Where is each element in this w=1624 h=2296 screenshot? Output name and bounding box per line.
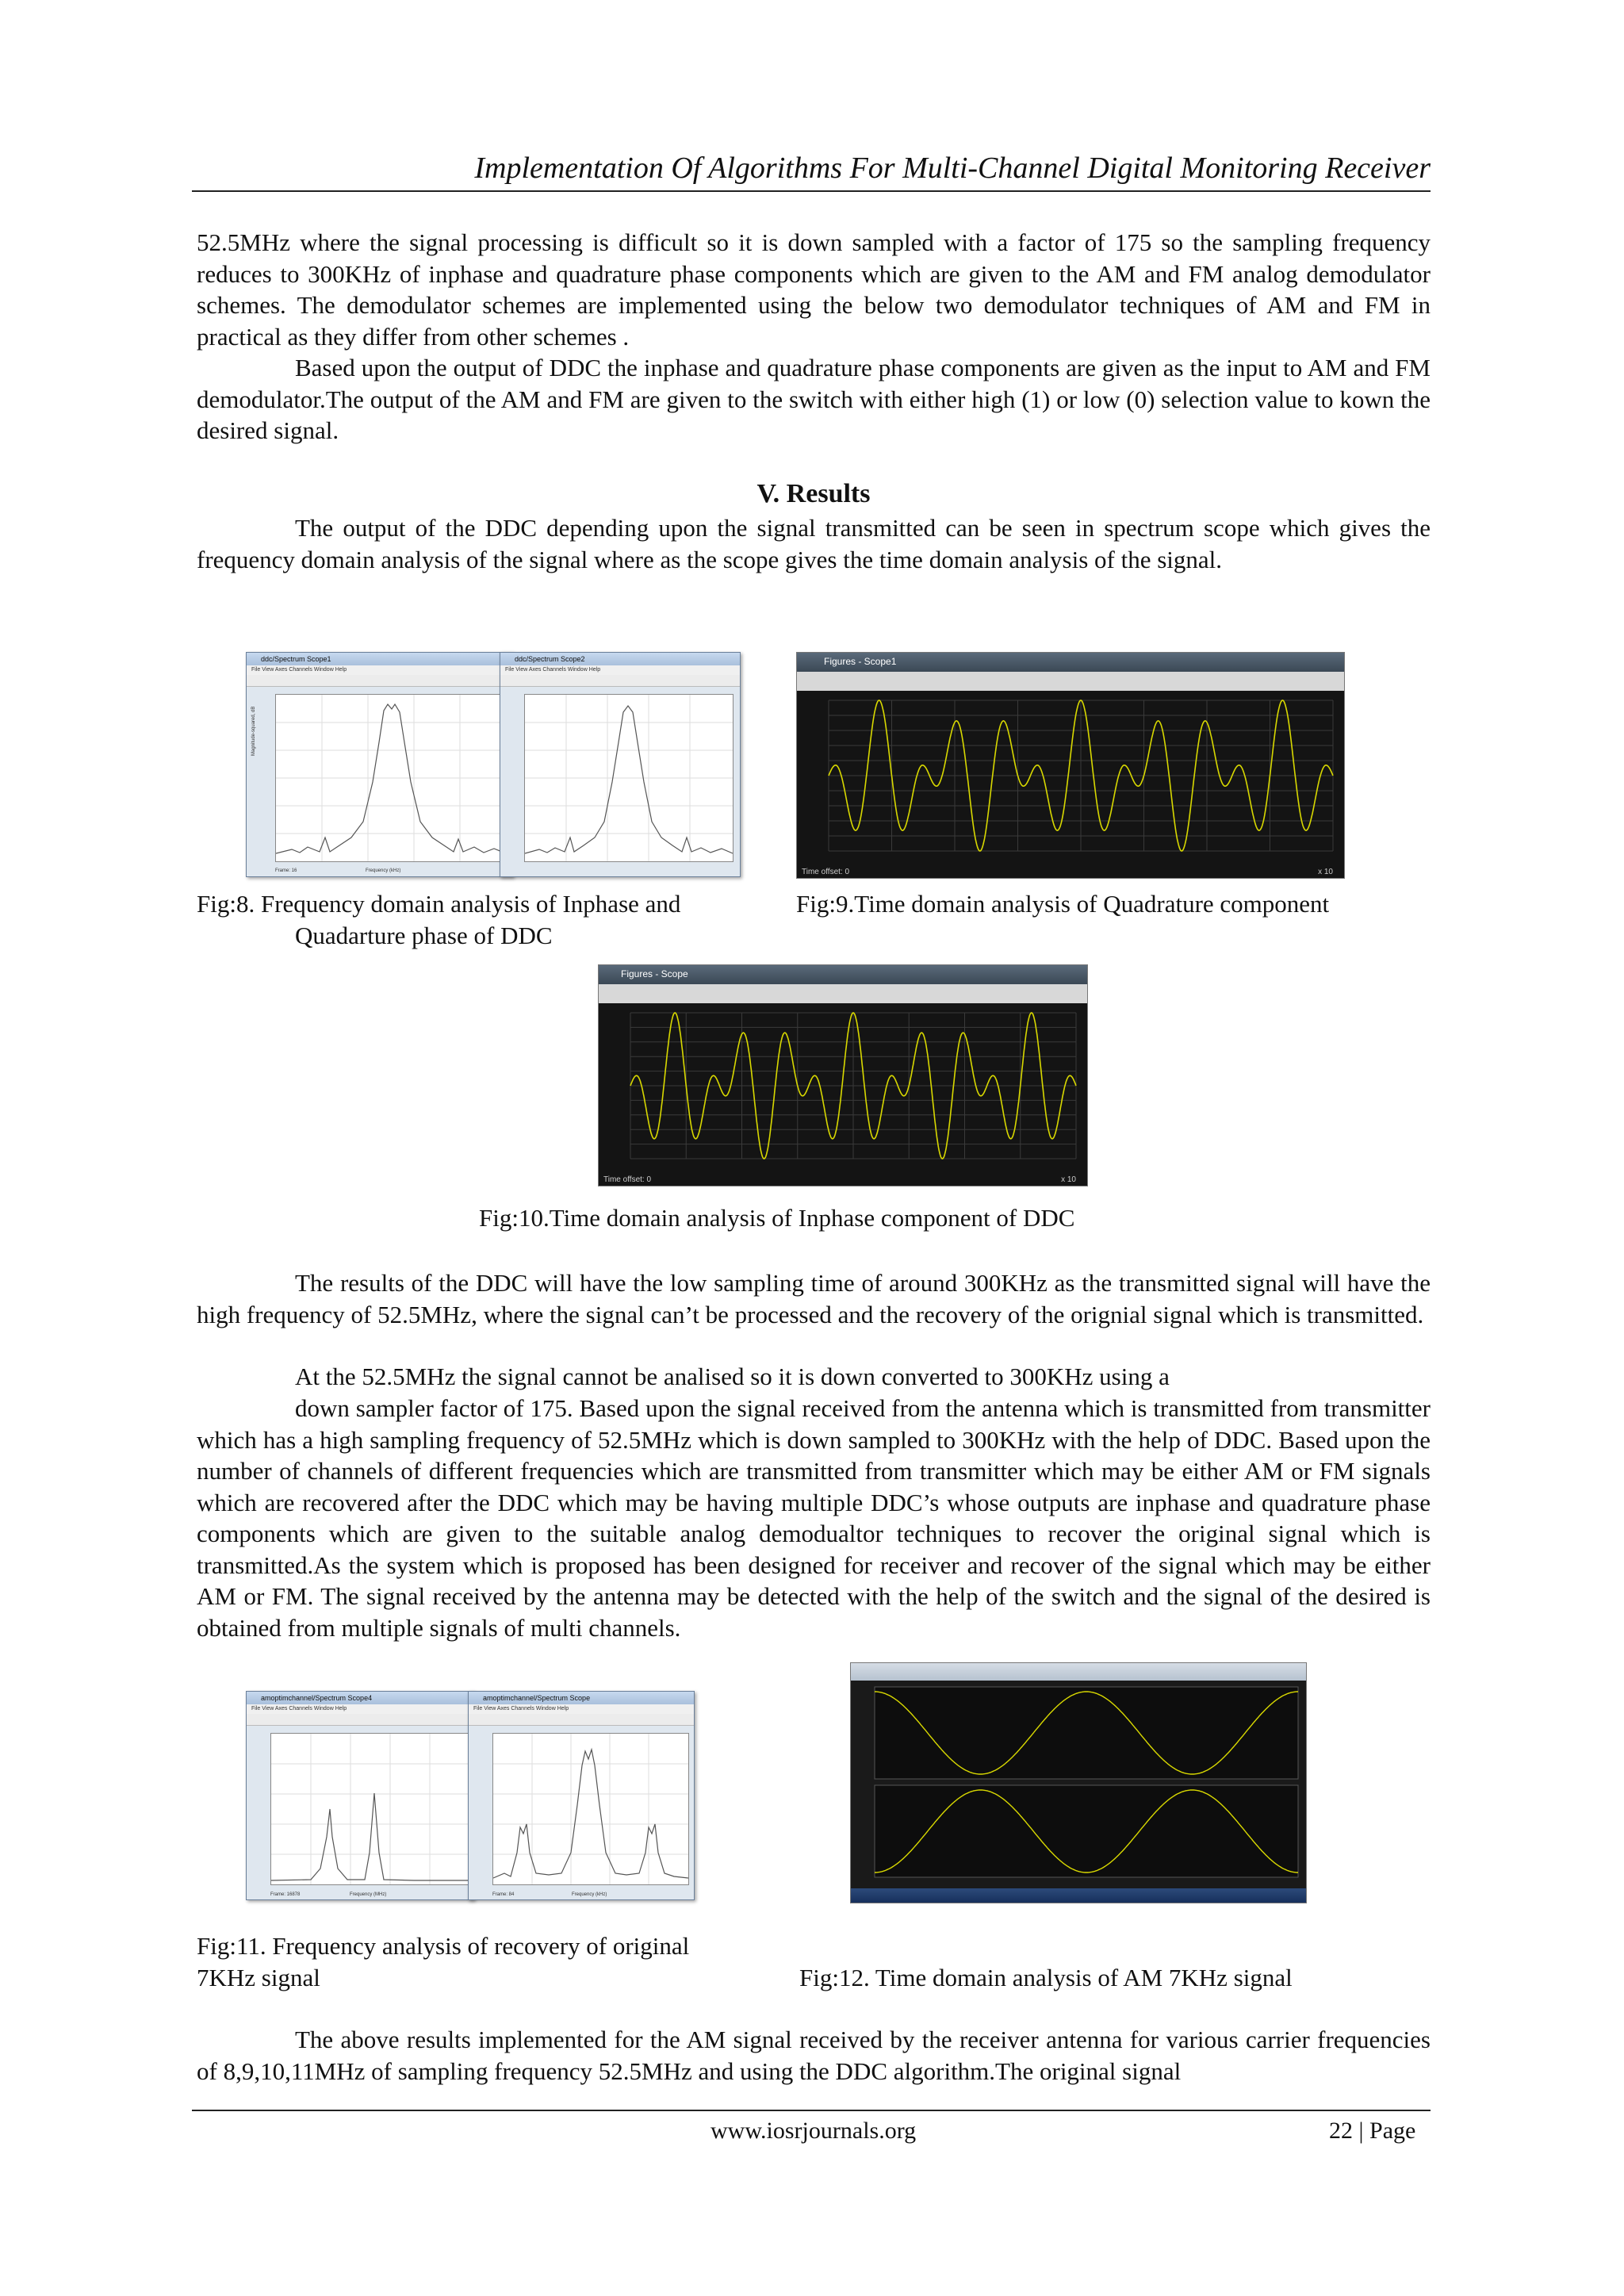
scope-panel — [875, 1687, 1298, 1779]
window-title-bar: amoptimchannel/Spectrum Scope — [469, 1692, 694, 1704]
section-heading-results: V. Results — [756, 479, 871, 508]
menu-bar: File View Axes Channels Window Help — [247, 665, 512, 675]
frame-label: Frame: 84 — [492, 1892, 515, 1897]
menu-bar: File View Axes Channels Window Help — [247, 1704, 473, 1714]
axis-exponent: x 10 — [1061, 1175, 1076, 1184]
fig9-caption: Fig:9.Time domain analysis of Quadrature component — [796, 890, 1330, 918]
intro-paragraph-1: 52.5MHz where the signal processing is difficult so it is down sampled with a factor of 175 so the sampling frequency reduces to 300KHz of inphase and quadrature phase components which are given to the AM and FM analog demodulator schemes. The demodulator schemes are implemented using the below two demodulator techniques of AM and FM in practical as they differ from other schemes . — [197, 228, 1431, 351]
toolbar — [247, 1714, 473, 1726]
window-title-bar: ddc/Spectrum Scope2 — [500, 653, 740, 665]
spectrum-scope-window-1 — [246, 652, 513, 877]
scope-toolbar — [797, 672, 1344, 691]
scope-title: Figures - Scope1 — [824, 656, 897, 667]
scope-toolbar — [851, 1663, 1306, 1681]
results-paragraph-2: The results of the DDC will have the low sampling time of around 300KHz as the transmitted signal will have the high frequency of 52.5MHz, where the signal can’t be processed and the recovery of the orignial signal which is transmitted. — [197, 1269, 1431, 1328]
spectrum-scope-window-2 — [500, 652, 741, 877]
toolbar — [247, 675, 512, 687]
menu-bar: File View Axes Channels Window Help — [469, 1704, 694, 1714]
results-paragraph-3a: At the 52.5MHz the signal cannot be analised so it is down converted to 300KHz using a — [295, 1363, 1170, 1390]
window-title-bar: ddc/Spectrum Scope1 — [247, 653, 512, 665]
fig11-caption-line1: Fig:11. Frequency analysis of recovery of original — [197, 1932, 690, 1960]
spectrum-curve-multichannel — [493, 1734, 688, 1884]
scope-window-am-7khz — [850, 1662, 1307, 1903]
spectrum-curve-recovered-7khz — [271, 1734, 468, 1884]
header-rule — [192, 190, 1431, 192]
scope-title-bar — [797, 653, 1344, 672]
spectrum-plot-area — [492, 1733, 689, 1885]
window-title-bar: amoptimchannel/Spectrum Scope4 — [247, 1692, 473, 1704]
fig11-caption-line2: 7KHz signal — [197, 1964, 320, 1991]
spectrum-plot-area — [524, 694, 733, 862]
spectrum-curve-inphase — [276, 695, 506, 861]
toolbar — [469, 1714, 694, 1726]
footer-website: www.iosrjournals.org — [710, 2118, 917, 2144]
axis-exponent: x 10 — [1318, 868, 1333, 876]
scope-window-inphase — [598, 964, 1088, 1186]
x-axis-label: Frequency (kHz) — [366, 868, 401, 873]
fig8-caption-line2: Quadarture phase of DDC — [295, 922, 553, 949]
spectrum-plot-area — [270, 1733, 469, 1885]
fig8-caption-line1: Fig:8. Frequency domain analysis of Inphase and — [197, 890, 681, 918]
footer-rule — [192, 2110, 1431, 2111]
scope-panel — [875, 1785, 1298, 1877]
intro-paragraph-2: Based upon the output of DDC the inphase and quadrature phase components are given as the input to AM and FM demodulator.The output of the AM and FM are given to the switch with either high (1) or low (0) selection value to kown the desired signal. — [197, 354, 1431, 444]
spectrum-plot-area — [275, 694, 507, 862]
fig10-caption: Fig:10.Time domain analysis of Inphase component of DDC — [479, 1204, 1075, 1232]
scope-trace-inphase — [599, 1006, 1087, 1176]
time-offset-label: Time offset: 0 — [802, 868, 850, 876]
frame-label: Frame: 16 — [275, 868, 297, 873]
running-header: Implementation Of Algorithms For Multi-Channel Digital Monitoring Receiver — [474, 151, 1431, 185]
scope-trace-quadrature — [797, 694, 1344, 868]
spectrum-scope-window-3 — [246, 1691, 474, 1900]
y-axis-label: Magnitude-squared, dB — [251, 706, 256, 756]
frame-label: Frame: 16878 — [270, 1892, 301, 1897]
scope-title: Figures - Scope — [621, 968, 688, 979]
results-paragraph-1: The output of the DDC depending upon the signal transmitted can be seen in spectrum scope which gives the frequency domain analysis of the signal where as the scope gives the time domain analysis of the signal. — [197, 514, 1431, 573]
footer-page-number: 22 | Page — [1329, 2118, 1416, 2144]
scope-toolbar — [599, 984, 1087, 1003]
time-offset-label: Time offset: 0 — [603, 1175, 652, 1184]
spectrum-curve-quadrature — [525, 695, 733, 861]
scope-title-bar — [599, 965, 1087, 984]
scope-trace-am — [851, 1682, 1306, 1887]
x-axis-label: Frequency (MHz) — [350, 1892, 387, 1897]
spectrum-scope-window-4 — [468, 1691, 695, 1900]
menu-bar: File View Axes Channels Window Help — [500, 665, 740, 675]
scope-window-quadrature — [796, 652, 1345, 879]
x-axis-label: Frequency (kHz) — [572, 1892, 607, 1897]
results-paragraph-3b: down sampler factor of 175. Based upon the signal received from the antenna which is transmitted from transmitter which has a high sampling frequency of 52.5MHz which is down sampled to 300KHz with the help of DDC. Based upon the number of channels of different frequencies which are transmitted from transmitter which may be either AM or FM signals which are recovered after the DDC which may be having multiple DDC’s whose outputs are inphase and quadrature phase components which are given to the suitable analog demodualtor techniques to recover the original signal which is transmitted.As the system which is proposed has been designed for receiver and recover of the signal which may be either AM or FM. The signal received by the antenna may be detected with the help of the switch and the signal of the desired is obtained from multiple signals of multi channels. — [197, 1394, 1431, 1642]
results-paragraph-4: The above results implemented for the AM signal received by the receiver antenna for various carrier frequencies of 8,9,10,11MHz of sampling frequency 52.5MHz and using the DDC algorithm.The original signal — [197, 2026, 1431, 2085]
fig12-caption: Fig:12. Time domain analysis of AM 7KHz signal — [799, 1964, 1293, 1991]
taskbar — [851, 1888, 1306, 1903]
toolbar — [500, 675, 740, 687]
